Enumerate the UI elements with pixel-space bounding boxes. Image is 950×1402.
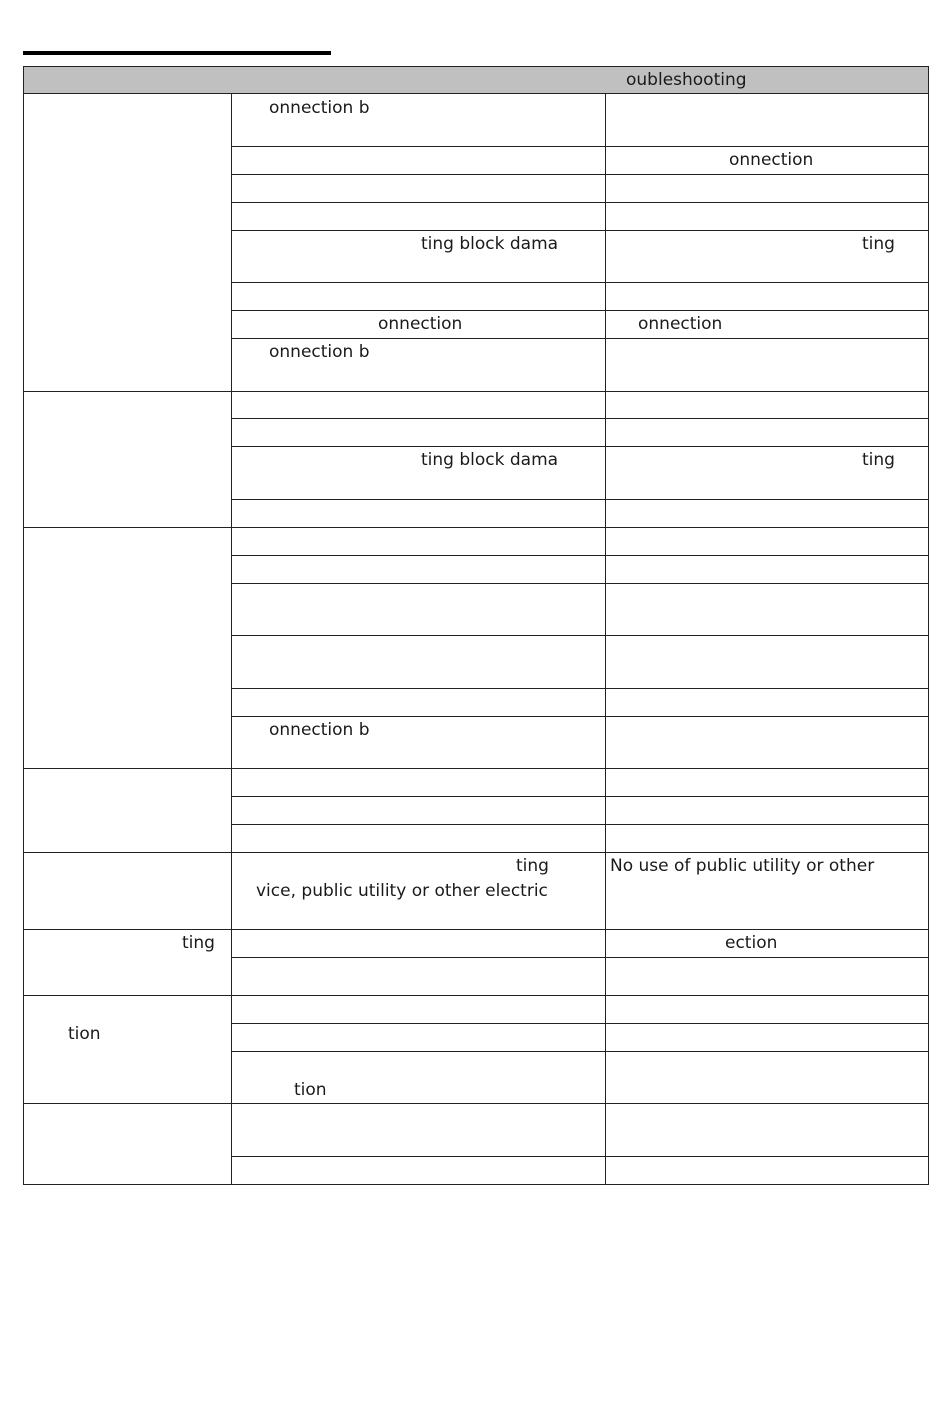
check-cell xyxy=(232,769,606,797)
cause-cell xyxy=(24,853,232,930)
check-cell xyxy=(232,797,606,825)
table-row xyxy=(24,853,929,930)
solution-cell xyxy=(606,1157,929,1185)
check-cell xyxy=(232,203,606,231)
check-cell xyxy=(232,419,606,447)
solution-cell xyxy=(606,147,929,175)
check-cell xyxy=(232,717,606,769)
solution-text: ting xyxy=(862,234,895,254)
check-cell xyxy=(232,528,606,556)
solution-cell xyxy=(606,528,929,556)
solution-cell xyxy=(606,958,929,996)
check-cell xyxy=(232,930,606,958)
check-cell xyxy=(232,853,606,930)
solution-cell xyxy=(606,797,929,825)
solution-cell xyxy=(606,419,929,447)
solution-cell xyxy=(606,1104,929,1157)
check-cell xyxy=(232,339,606,392)
table-row xyxy=(24,769,929,797)
check-cell xyxy=(232,958,606,996)
table-header-row xyxy=(24,67,929,94)
solution-cell xyxy=(606,825,929,853)
check-text-line-2: vice, public utility or other electric xyxy=(256,881,548,901)
check-cell xyxy=(232,1052,606,1104)
solution-cell xyxy=(606,339,929,392)
top-rule xyxy=(23,51,331,55)
solution-cell xyxy=(606,584,929,636)
cause-cell xyxy=(24,996,232,1104)
check-cell xyxy=(232,500,606,528)
solution-cell xyxy=(606,175,929,203)
check-cell xyxy=(232,231,606,283)
check-cell xyxy=(232,636,606,689)
check-cell xyxy=(232,175,606,203)
solution-cell xyxy=(606,717,929,769)
check-cell xyxy=(232,283,606,311)
solution-cell xyxy=(606,689,929,717)
solution-cell xyxy=(606,1024,929,1052)
solution-text: ection xyxy=(725,933,778,953)
cause-cell xyxy=(24,94,232,392)
check-cell xyxy=(232,1104,606,1157)
check-text: onnection b xyxy=(269,342,370,362)
cause-cell xyxy=(24,1104,232,1185)
cause-cell xyxy=(24,930,232,996)
solution-text: No use of public utility or other xyxy=(610,856,875,876)
solution-cell xyxy=(606,556,929,584)
table-row xyxy=(24,1104,929,1157)
table-row xyxy=(24,930,929,958)
check-cell xyxy=(232,1024,606,1052)
table-row xyxy=(24,392,929,419)
check-text: onnection b xyxy=(269,720,370,740)
solution-cell xyxy=(606,1052,929,1104)
check-text-line-1: ting xyxy=(516,856,549,876)
solution-cell xyxy=(606,769,929,797)
solution-cell xyxy=(606,94,929,147)
check-text: ting block dama xyxy=(421,450,559,470)
table-row xyxy=(24,996,929,1024)
solution-cell xyxy=(606,853,929,930)
check-text: ting block dama xyxy=(421,234,559,254)
solution-cell xyxy=(606,283,929,311)
cause-text: tion xyxy=(68,1024,101,1044)
solution-cell xyxy=(606,996,929,1024)
solution-text: onnection xyxy=(729,150,814,170)
check-cell xyxy=(232,311,606,339)
cause-cell xyxy=(24,769,232,853)
check-cell xyxy=(232,825,606,853)
solution-cell xyxy=(606,231,929,283)
solution-cell xyxy=(606,930,929,958)
solution-cell xyxy=(606,311,929,339)
solution-text: onnection xyxy=(638,314,723,334)
check-text: onnection xyxy=(378,314,463,334)
check-cell xyxy=(232,584,606,636)
check-text: tion xyxy=(294,1080,327,1100)
check-cell xyxy=(232,447,606,500)
solution-text: ting xyxy=(862,450,895,470)
check-cell xyxy=(232,689,606,717)
table-row xyxy=(24,94,929,147)
solution-cell xyxy=(606,636,929,689)
solution-cell xyxy=(606,500,929,528)
check-cell xyxy=(232,556,606,584)
table-header-cell xyxy=(24,67,929,94)
cause-cell xyxy=(24,392,232,528)
solution-cell xyxy=(606,203,929,231)
check-cell xyxy=(232,392,606,419)
check-cell xyxy=(232,1157,606,1185)
solution-cell xyxy=(606,447,929,500)
check-cell xyxy=(232,94,606,147)
check-cell xyxy=(232,147,606,175)
solution-cell xyxy=(606,392,929,419)
table-row xyxy=(24,528,929,556)
table-title: oubleshooting xyxy=(626,70,747,90)
check-text: onnection b xyxy=(269,98,370,118)
cause-cell xyxy=(24,528,232,769)
check-cell xyxy=(232,996,606,1024)
troubleshooting-table xyxy=(23,66,929,1185)
cause-text: ting xyxy=(182,933,215,953)
